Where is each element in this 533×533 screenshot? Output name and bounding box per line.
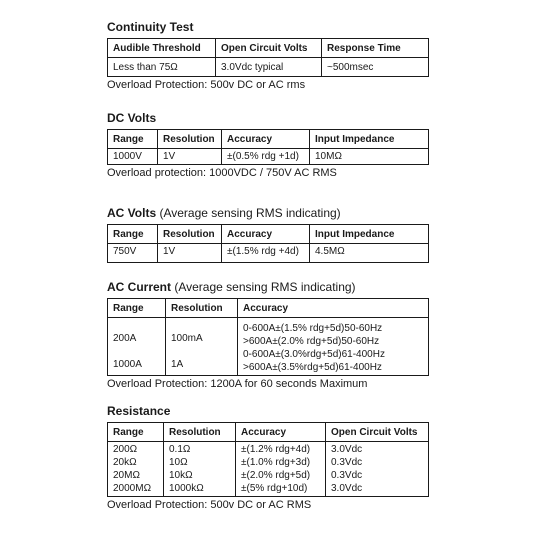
cell-resolutions <box>164 442 236 497</box>
ocv-value: 3.0Vdc <box>331 483 363 494</box>
resolution-1a: 1A <box>171 359 184 370</box>
range-value: 20MΩ <box>113 470 140 481</box>
cell-accuracy <box>236 442 326 497</box>
table-row <box>108 149 429 165</box>
cell-input-impedance: 10MΩ <box>310 149 429 165</box>
ac-volts-section <box>107 206 429 263</box>
cell-accuracy <box>238 318 429 376</box>
table-row <box>108 318 429 376</box>
cell-response: ~500msec <box>322 58 429 77</box>
col-accuracy: Accuracy <box>222 130 310 149</box>
accuracy-line: >600A±(2.0% rdg+5d)50-60Hz <box>243 336 380 347</box>
resolution-value: 1000kΩ <box>169 483 204 494</box>
accuracy-value: ±(1.2% rdg+4d) <box>241 444 311 455</box>
col-resolution: Resolution <box>166 299 238 318</box>
accuracy-value: ±(1.0% rdg+3d) <box>241 457 311 468</box>
dc-volts-section <box>107 111 429 180</box>
range-value: 20kΩ <box>113 457 137 468</box>
resolution-value: 10Ω <box>169 457 188 468</box>
dc-volts-note: Overload protection: 1000VDC / 750V AC RMS <box>107 167 337 179</box>
cell-ocv <box>326 442 429 497</box>
range-value: 2000MΩ <box>113 483 152 494</box>
spacer <box>113 345 161 358</box>
table-row <box>108 244 429 263</box>
spacer <box>171 345 233 358</box>
accuracy-line: 0-600A±(1.5% rdg+5d)50-60Hz <box>243 323 383 334</box>
col-range: Range <box>108 130 158 149</box>
ocv-value: 3.0Vdc <box>331 444 363 455</box>
cell-resolution: 1V <box>158 244 222 263</box>
cell-accuracy: ±(0.5% rdg +1d) <box>222 149 310 165</box>
accuracy-value: ±(5% rdg+10d) <box>241 483 308 494</box>
col-accuracy: Accuracy <box>236 423 326 442</box>
range-200a: 200A <box>113 333 137 344</box>
table-header-row <box>108 225 429 244</box>
table-header-row <box>108 39 429 58</box>
ac-current-subtitle: (Average sensing RMS indicating) <box>171 280 356 294</box>
resistance-section <box>107 404 429 512</box>
cell-range: 750V <box>108 244 158 263</box>
table-header-row <box>108 299 429 318</box>
table-row <box>108 58 429 77</box>
col-range: Range <box>108 423 164 442</box>
col-response-time: Response Time <box>322 39 429 58</box>
resistance-heading: Resistance <box>107 404 171 418</box>
cell-ranges <box>108 442 164 497</box>
cell-accuracy: ±(1.5% rdg +4d) <box>222 244 310 263</box>
col-open-circuit-volts: Open Circuit Volts <box>326 423 429 442</box>
col-accuracy: Accuracy <box>222 225 310 244</box>
cell-ocv: 3.0Vdc typical <box>216 58 322 77</box>
col-input-impedance: Input Impedance <box>310 225 429 244</box>
cell-range: 1000V <box>108 149 158 165</box>
ac-volts-table <box>107 224 429 263</box>
cell-resolution: 1V <box>158 149 222 165</box>
ac-current-note: Overload Protection: 1200A for 60 seconds Maximum <box>107 378 368 390</box>
dc-volts-heading: DC Volts <box>107 111 157 125</box>
col-input-impedance: Input Impedance <box>310 130 429 149</box>
resistance-note: Overload Protection: 500v DC or AC RMS <box>107 499 312 511</box>
table-header-row <box>108 130 429 149</box>
accuracy-line: 0-600A±(3.0%rdg+5d)61-400Hz <box>243 349 385 360</box>
ac-current-heading: AC Current (Average sensing RMS indicating) <box>107 280 356 294</box>
cell-ranges <box>108 318 166 376</box>
cell-threshold: Less than 75Ω <box>108 58 216 77</box>
resolution-value: 10kΩ <box>169 470 193 481</box>
col-resolution: Resolution <box>164 423 236 442</box>
continuity-note: Overload Protection: 500v DC or AC rms <box>107 79 306 91</box>
col-range: Range <box>108 299 166 318</box>
ac-current-section <box>107 280 429 391</box>
cell-input-impedance: 4.5MΩ <box>310 244 429 263</box>
col-resolution: Resolution <box>158 130 222 149</box>
range-value: 200Ω <box>113 444 138 455</box>
resolution-100ma: 100mA <box>171 333 203 344</box>
col-open-circuit-volts: Open Circuit Volts <box>216 39 322 58</box>
accuracy-line: >600A±(3.5%rdg+5d)61-400Hz <box>243 362 382 373</box>
continuity-section <box>107 20 429 92</box>
col-audible-threshold: Audible Threshold <box>108 39 216 58</box>
table-header-row <box>108 423 429 442</box>
cell-resolutions <box>166 318 238 376</box>
resistance-table <box>107 422 429 497</box>
col-accuracy: Accuracy <box>238 299 429 318</box>
col-resolution: Resolution <box>158 225 222 244</box>
ocv-value: 0.3Vdc <box>331 470 363 481</box>
continuity-table <box>107 38 429 77</box>
ac-current-table <box>107 298 429 376</box>
range-1000a: 1000A <box>113 359 142 370</box>
ac-volts-heading: AC Volts (Average sensing RMS indicating) <box>107 206 341 220</box>
table-row <box>108 442 429 497</box>
ac-volts-subtitle: (Average sensing RMS indicating) <box>156 206 341 220</box>
resolution-value: 0.1Ω <box>169 444 191 455</box>
ocv-value: 0.3Vdc <box>331 457 363 468</box>
dc-volts-table <box>107 129 429 165</box>
continuity-heading: Continuity Test <box>107 20 194 34</box>
accuracy-value: ±(2.0% rdg+5d) <box>241 470 311 481</box>
col-range: Range <box>108 225 158 244</box>
